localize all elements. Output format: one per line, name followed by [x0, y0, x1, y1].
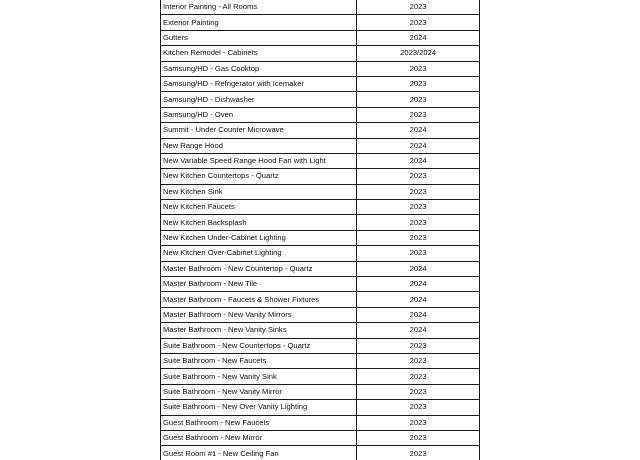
- table-row: [161, 353, 480, 368]
- table-row: [161, 107, 480, 122]
- table-row: [161, 230, 480, 245]
- table-row: [161, 153, 480, 168]
- table-row: [161, 400, 480, 415]
- year-cell: 2023: [357, 353, 480, 368]
- table-row: [161, 138, 480, 153]
- table-row: [161, 384, 480, 399]
- item-cell: Guest Bathroom - New Faucets: [161, 415, 357, 430]
- table-row: [161, 15, 480, 30]
- table-row: [161, 184, 480, 199]
- year-cell: 2024: [357, 307, 480, 322]
- item-cell: Master Bathroom - Faucets & Shower Fixtures: [161, 292, 357, 307]
- table-row: [161, 215, 480, 230]
- item-cell: New Kitchen Faucets: [161, 200, 357, 215]
- table-row: [161, 446, 480, 460]
- item-cell: Suite Bathroom - New Countertops - Quartz: [161, 338, 357, 353]
- year-cell: 2023: [357, 400, 480, 415]
- year-cell: 2023: [357, 246, 480, 261]
- item-cell: Master Bathroom - New Countertop - Quartz: [161, 261, 357, 276]
- item-cell: Suite Bathroom - New Faucets: [161, 353, 357, 368]
- year-cell: 2023: [357, 369, 480, 384]
- table-row: [161, 338, 480, 353]
- item-cell: Suite Bathroom - New Vanity Sink: [161, 369, 357, 384]
- table-row: [161, 61, 480, 76]
- improvements-table-body: [161, 0, 480, 460]
- table-row: [161, 92, 480, 107]
- item-cell: New Kitchen Backsplash: [161, 215, 357, 230]
- year-cell: 2024: [357, 30, 480, 45]
- item-cell: Master Bathroom - New Tile: [161, 277, 357, 292]
- item-cell: Summit - Under Counter Microwave: [161, 123, 357, 138]
- item-cell: Master Bathroom - New Vanity Sinks: [161, 323, 357, 338]
- year-cell: 2023/2024: [357, 46, 480, 61]
- year-cell: 2023: [357, 0, 480, 15]
- year-cell: 2024: [357, 292, 480, 307]
- year-cell: 2023: [357, 76, 480, 91]
- table-row: [161, 415, 480, 430]
- item-cell: Samsung/HD - Gas Cooktop: [161, 61, 357, 76]
- item-cell: Kitchen Remodel - Cabinets: [161, 46, 357, 61]
- item-cell: Exterior Painting: [161, 15, 357, 30]
- year-cell: 2024: [357, 323, 480, 338]
- item-cell: Interior Painting - All Rooms: [161, 0, 357, 15]
- table-row: [161, 246, 480, 261]
- table-row: [161, 200, 480, 215]
- table-row: [161, 30, 480, 45]
- year-cell: 2024: [357, 123, 480, 138]
- year-cell: 2023: [357, 384, 480, 399]
- item-cell: New Kitchen Sink: [161, 184, 357, 199]
- table-row: [161, 369, 480, 384]
- year-cell: 2023: [357, 415, 480, 430]
- year-cell: 2024: [357, 261, 480, 276]
- year-cell: 2023: [357, 107, 480, 122]
- year-cell: 2023: [357, 61, 480, 76]
- year-cell: 2024: [357, 138, 480, 153]
- item-cell: New Kitchen Countertops - Quartz: [161, 169, 357, 184]
- table-row: [161, 169, 480, 184]
- item-cell: New Variable Speed Range Hood Fan with Light: [161, 153, 357, 168]
- year-cell: 2023: [357, 200, 480, 215]
- improvements-table: [160, 0, 480, 460]
- table-row: [161, 277, 480, 292]
- year-cell: 2023: [357, 430, 480, 445]
- year-cell: 2023: [357, 230, 480, 245]
- year-cell: 2023: [357, 169, 480, 184]
- item-cell: Gutters: [161, 30, 357, 45]
- item-cell: Master Bathroom - New Vanity Mirrors: [161, 307, 357, 322]
- year-cell: 2023: [357, 15, 480, 30]
- year-cell: 2023: [357, 338, 480, 353]
- table-row: [161, 76, 480, 91]
- item-cell: Guest Bathroom - New Mirror: [161, 430, 357, 445]
- table-row: [161, 323, 480, 338]
- item-cell: New Kitchen Under-Cabinet Lighting: [161, 230, 357, 245]
- table-row: [161, 261, 480, 276]
- table-row: [161, 46, 480, 61]
- item-cell: Samsung/HD - Refrigerator with Icemaker: [161, 76, 357, 91]
- item-cell: Guest Room #1 - New Ceiling Fan: [161, 446, 357, 460]
- year-cell: 2024: [357, 277, 480, 292]
- year-cell: 2023: [357, 215, 480, 230]
- year-cell: 2024: [357, 153, 480, 168]
- item-cell: Samsung/HD - Dishwasher: [161, 92, 357, 107]
- item-cell: New Kitchen Over-Cabinet Lighting: [161, 246, 357, 261]
- table-row: [161, 430, 480, 445]
- table-row: [161, 0, 480, 15]
- year-cell: 2023: [357, 184, 480, 199]
- year-cell: 2023: [357, 446, 480, 460]
- table-row: [161, 123, 480, 138]
- item-cell: Samsung/HD - Oven: [161, 107, 357, 122]
- table-row: [161, 292, 480, 307]
- item-cell: Suite Bathroom - New Over Vanity Lighting: [161, 400, 357, 415]
- year-cell: 2023: [357, 92, 480, 107]
- table-row: [161, 307, 480, 322]
- item-cell: New Range Hood: [161, 138, 357, 153]
- item-cell: Suite Bathroom - New Vanity Mirror: [161, 384, 357, 399]
